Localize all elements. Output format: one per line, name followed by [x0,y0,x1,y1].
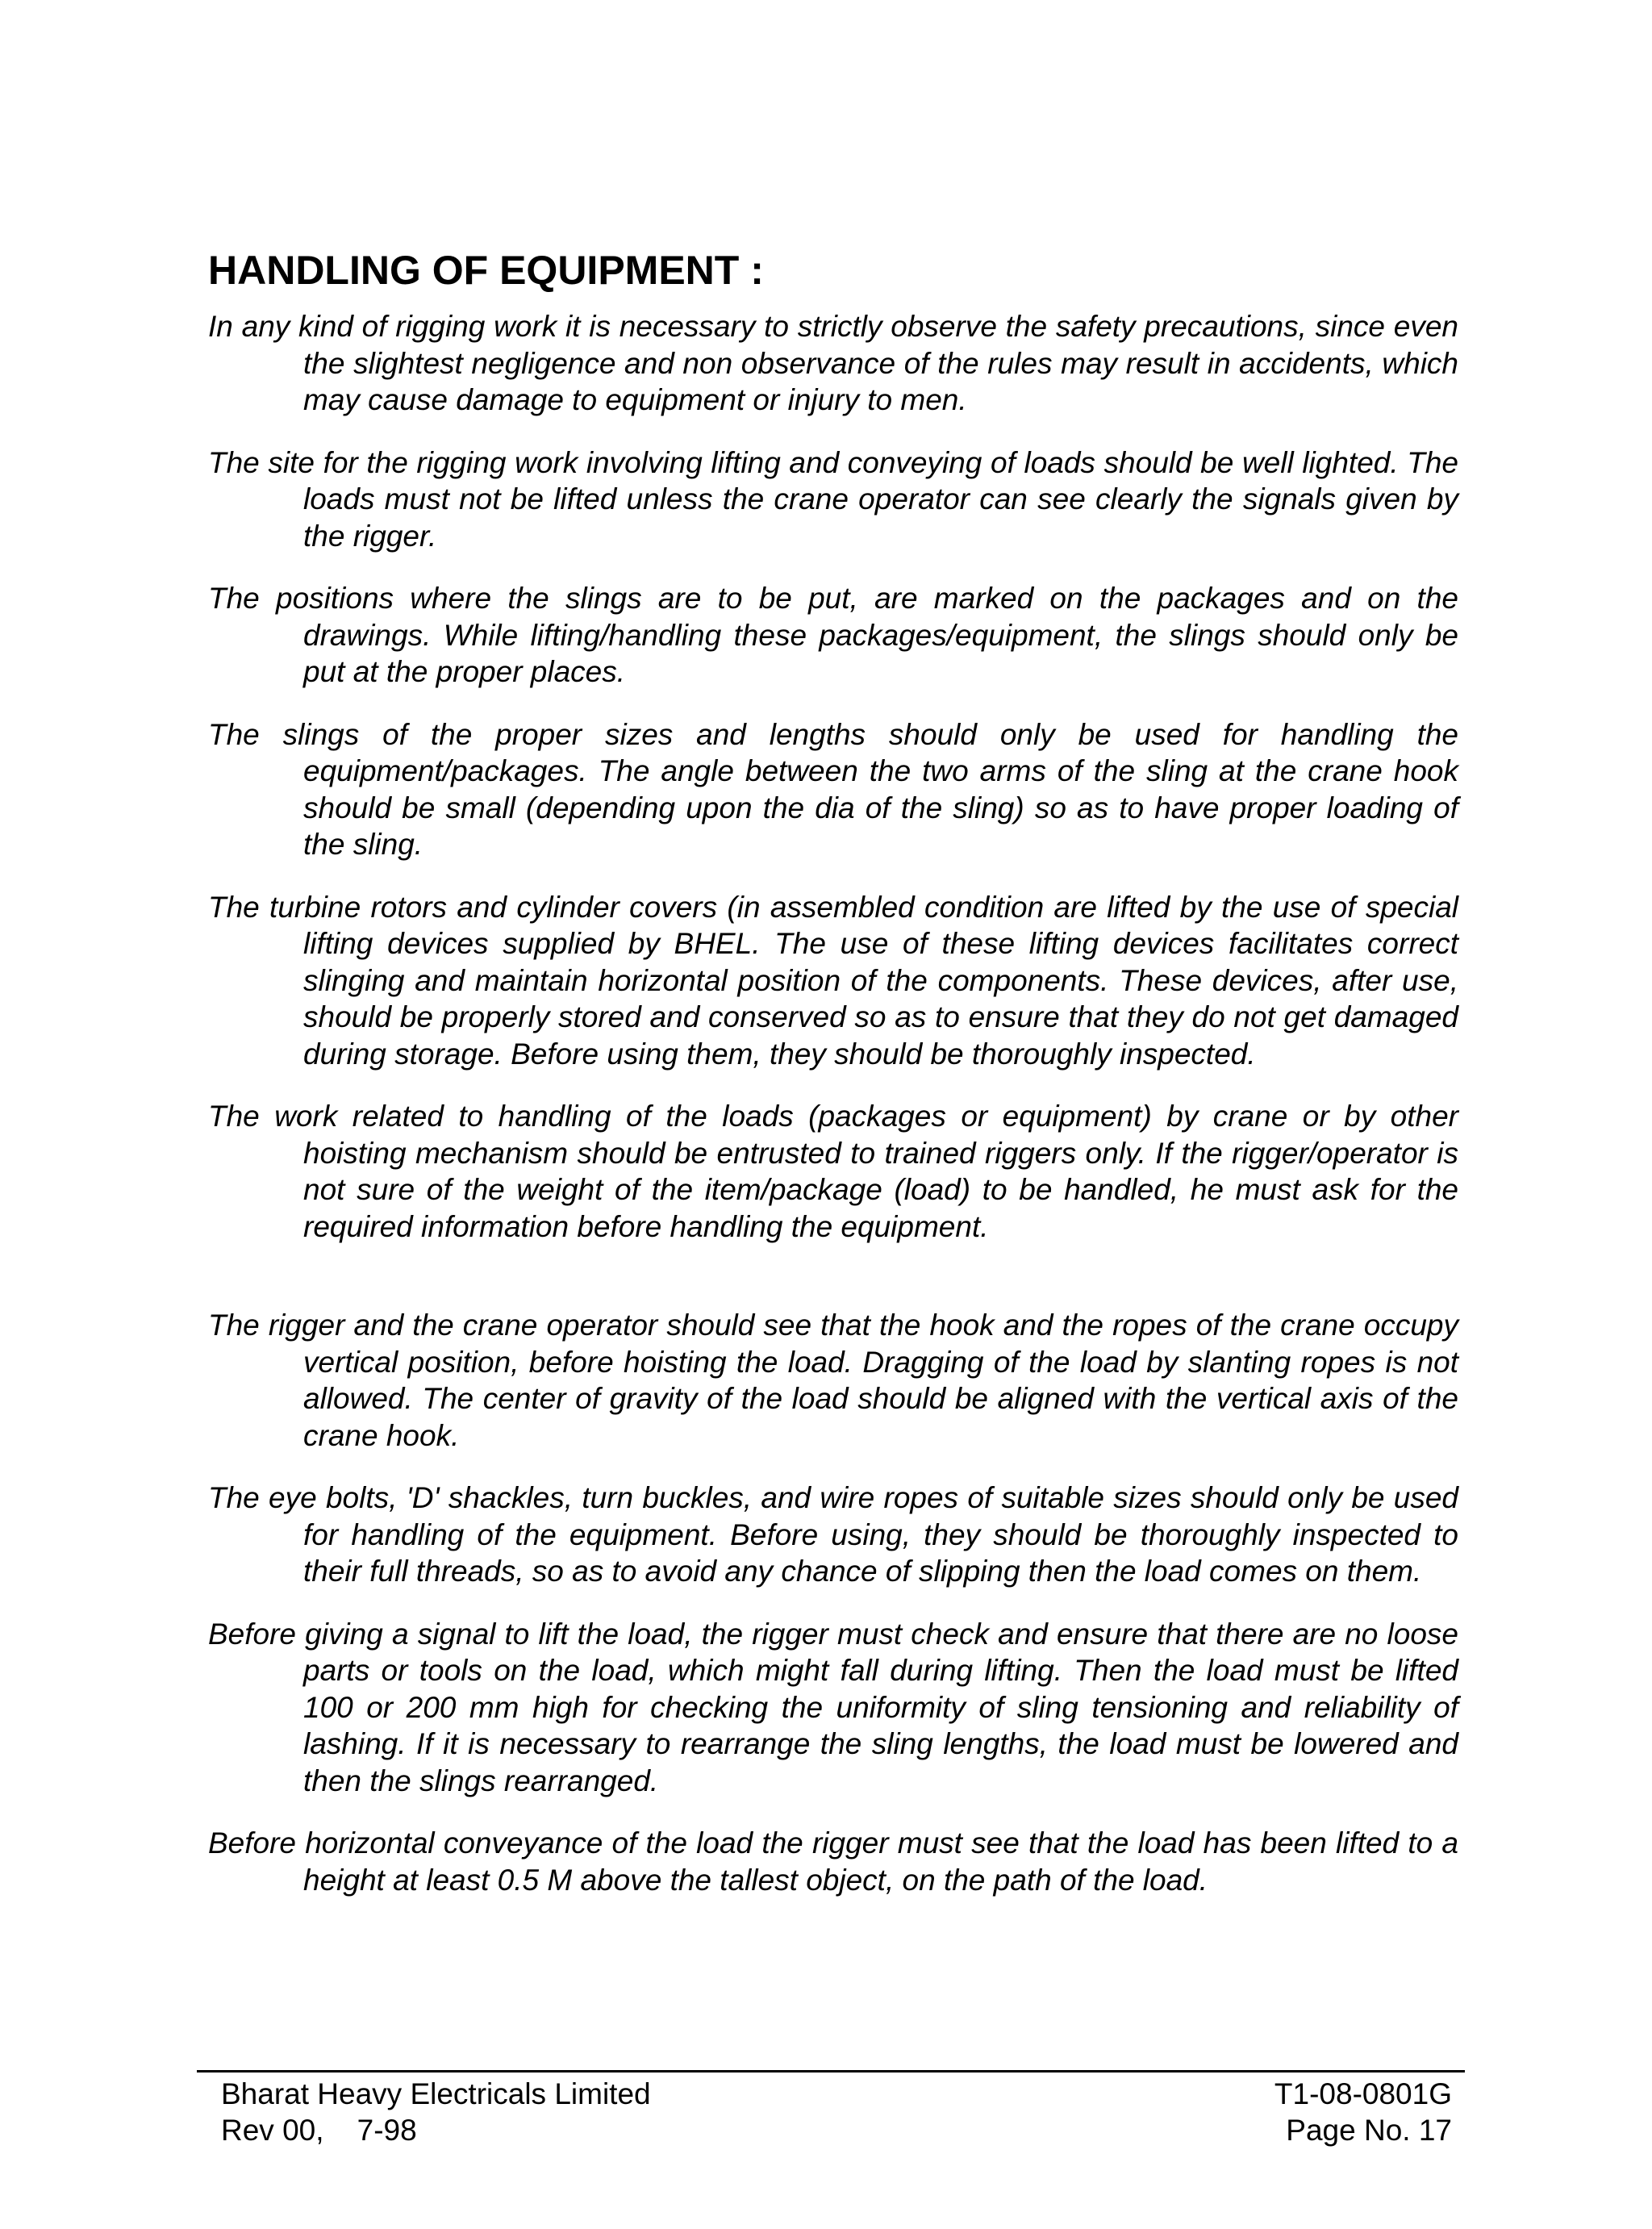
footer-row-top [197,2076,1465,2112]
footer-company: Bharat Heavy Electricals Limited [221,2077,651,2110]
paragraph-horizontal-conveyance: Before horizontal conveyance of the load the rigger must see that the load has been lifted to a height at least 0.5 M above the tallest object, on the path of the load. [208,1826,1458,1897]
page-title: HANDLING OF EQUIPMENT : [208,248,764,293]
paragraph-sling-positions: The positions where the slings are to be put, are marked on the packages and on the drawings. While lifting/handling these packages/equipment, the slings should only be put at the proper places. [208,582,1458,688]
paragraph-signal-check: Before giving a signal to lift the load, the rigger must check and ensure that there are no loose parts or tools on the load, which might fall during lifting. Then the load must be lifted 100 or 200 mm high for checking the uniformity of sling tensioning and reliability of lashing. If it is necessary to rearrange the sling lengths, the load must be lowered and then the slings rearranged. [208,1617,1458,1797]
paragraph-site-lighting: The site for the rigging work involving lifting and conveying of loads should be well lighted. The loads must not be lifted unless the crane operator can see clearly the signals given by the rigger. [208,445,1458,553]
paragraph-vertical-position: The rigger and the crane operator should see that the hook and the ropes of the crane occupy vertical position, before hoisting the load. Dragging of the load by slanting ropes is not allowed. The center of gravity of the load should be aligned with the vertical axis of the crane hook. [208,1309,1458,1452]
paragraph-trained-riggers: The work related to handling of the loads (packages or equipment) by crane or by other hoisting mechanism should be entrusted to trained riggers only. If the rigger/operator is not sure of the weight of the item/package (load) to be handled, he must ask for the required information before handling the equipment. [208,1100,1458,1243]
page-footer [197,2070,1465,2148]
footer-page-number: Page No. 17 [1286,2114,1452,2147]
footer-revision: Rev 00, 7-98 [221,2114,417,2147]
footer-row-bottom [197,2112,1465,2148]
paragraph-sling-sizes: The slings of the proper sizes and lengths should only be used for handling the equipment/packages. The angle between the two arms of the sling at the crane hook should be small (depending upon the dia of the sling) so as to have proper loading of the sling. [208,717,1458,861]
paragraph-eye-bolts: The eye bolts, 'D' shackles, turn buckles, and wire ropes of suitable sizes should only be used for handling of the equipment. Before using, they should be thoroughly inspected to their full threads, so as to avoid any chance of slipping then the load comes on them. [208,1481,1458,1588]
paragraph-rigging-safety: In any kind of rigging work it is necessary to strictly observe the safety precautions, since even the slightest negligence and non observance of the rules may result in accidents, which may cause damage to equipment or injury to men. [208,310,1458,416]
document-body [208,242,1458,1924]
footer-doc-code: T1-08-0801G [1274,2077,1452,2110]
paragraph-lifting-devices: The turbine rotors and cylinder covers (in assembled condition are lifted by the use of special lifting devices supplied by BHEL. The use of these lifting devices facilitates correct slinging and maintain horizontal position of the components. These devices, after use, should be properly stored and conserved so as to ensure that they do not get damaged during storage. Before using them, they should be thoroughly inspected. [208,890,1458,1071]
